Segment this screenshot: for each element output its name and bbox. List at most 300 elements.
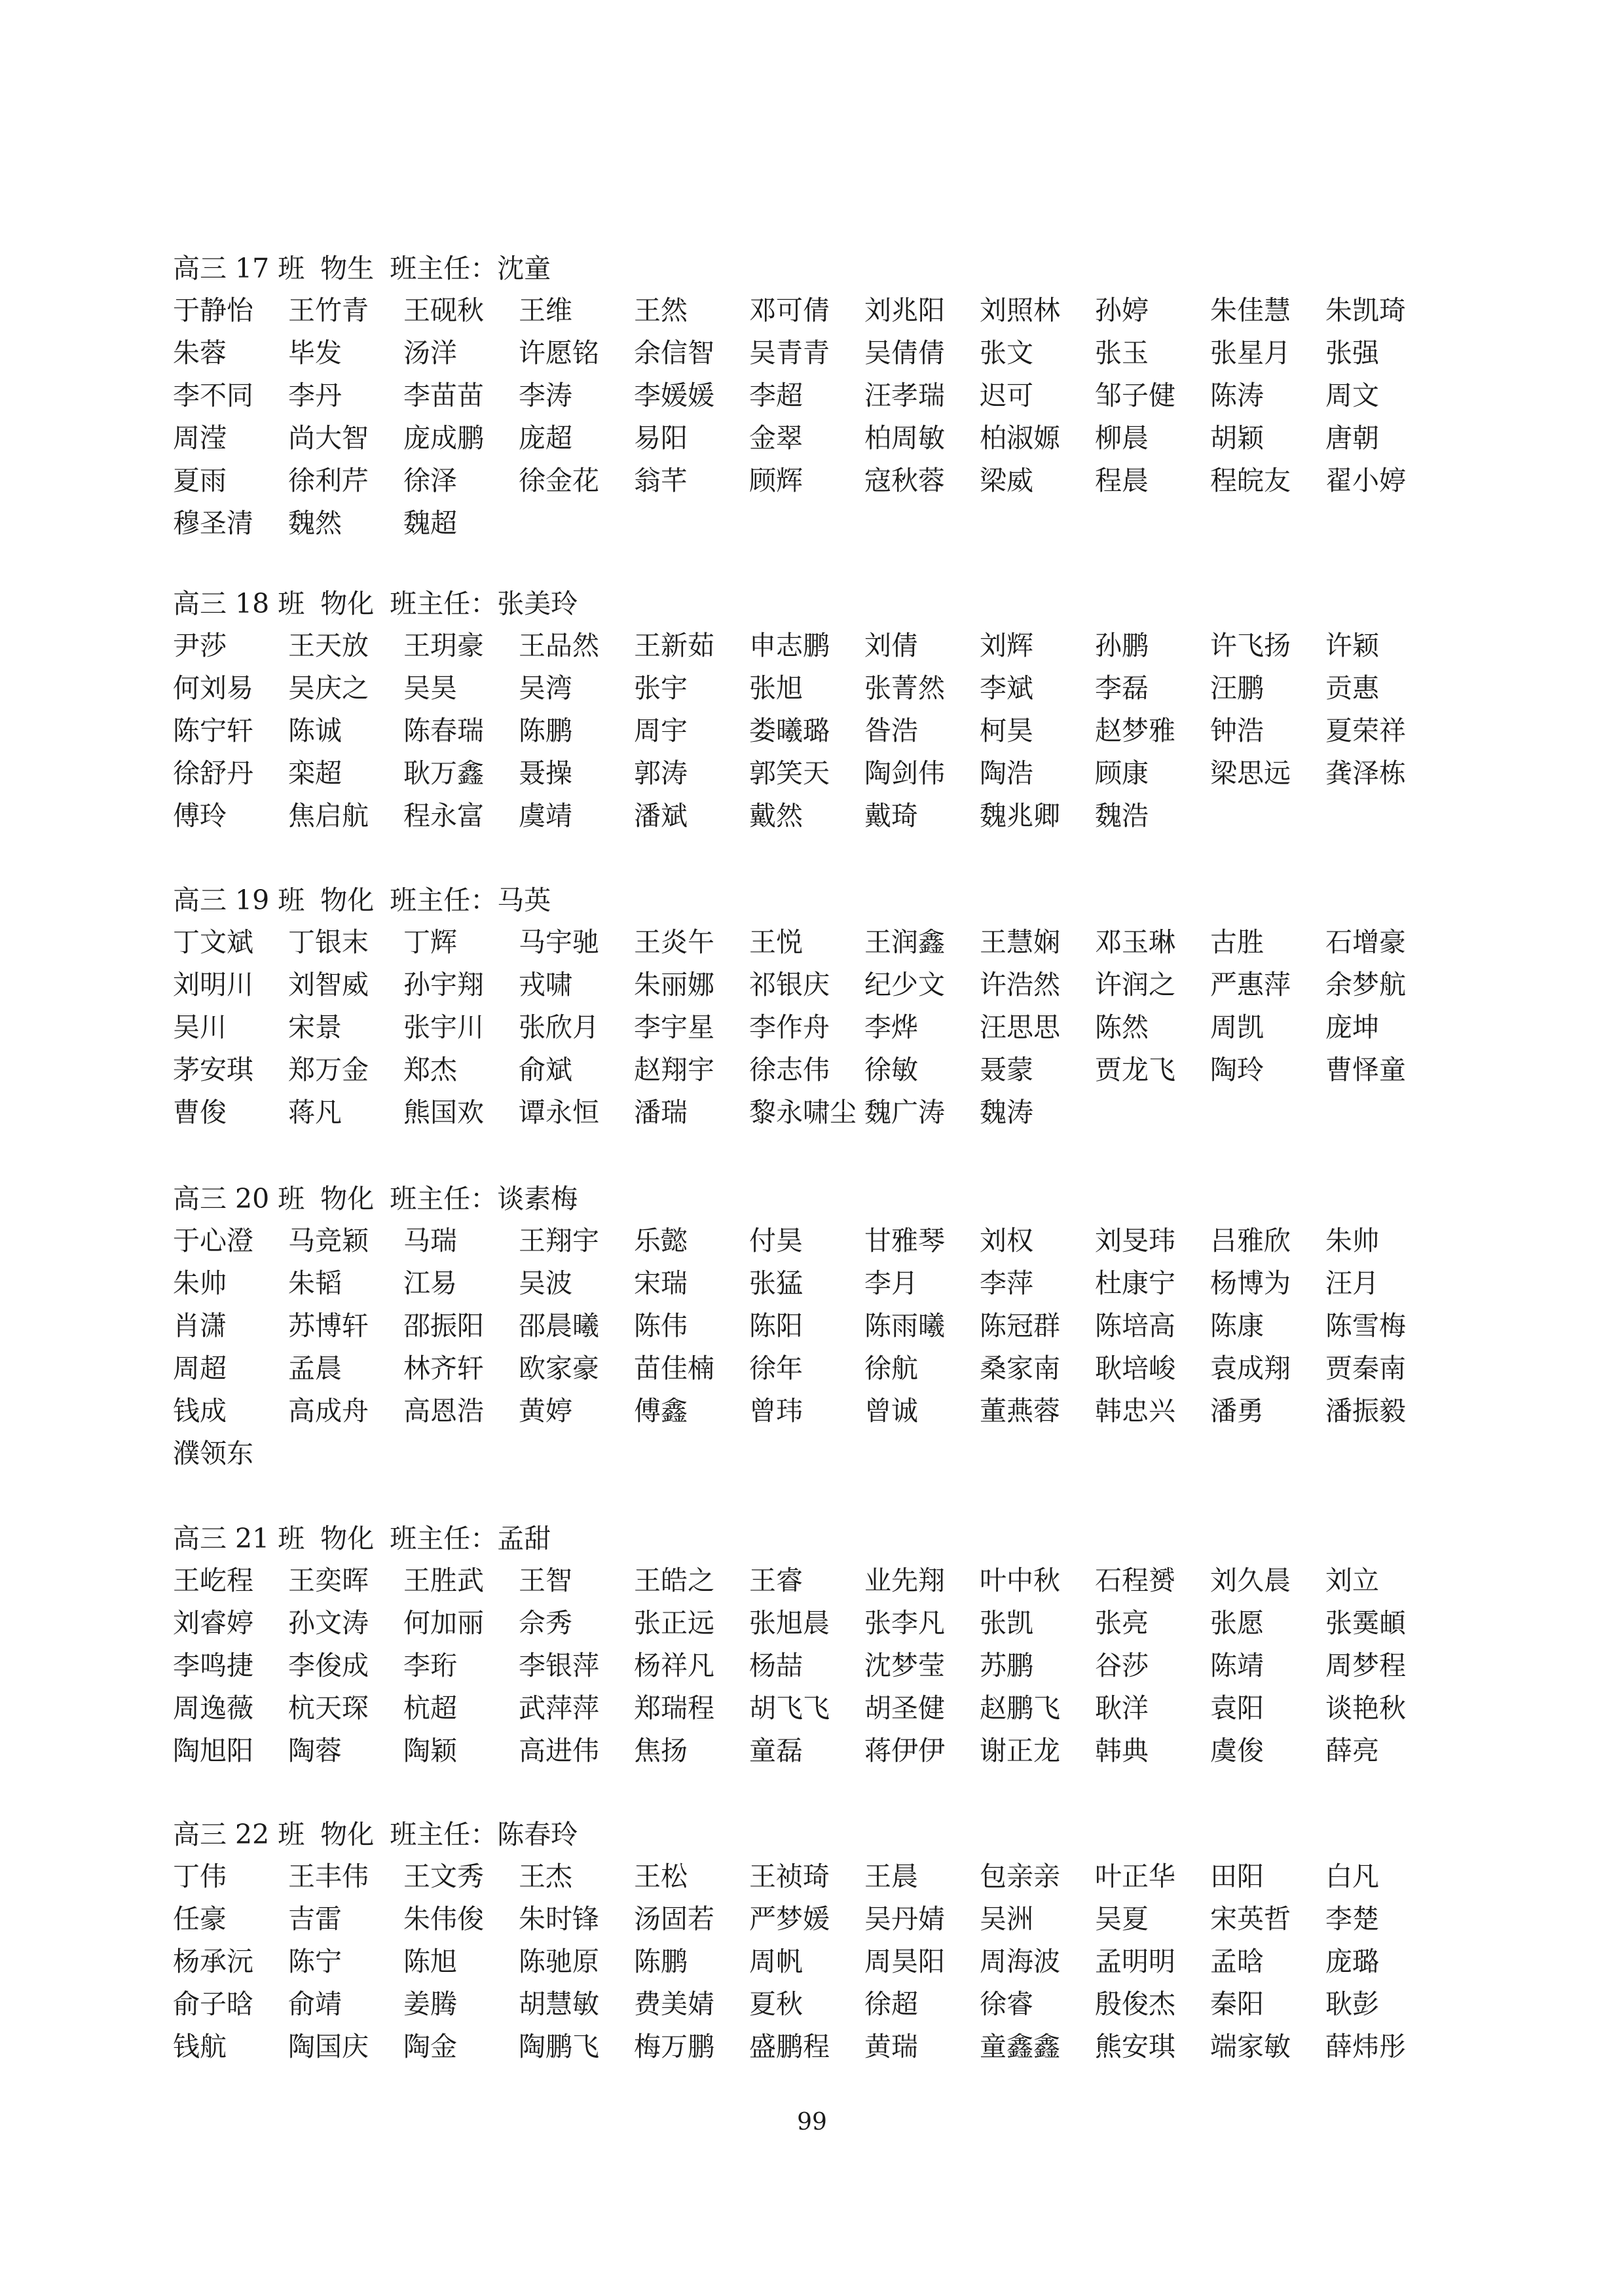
student-name: 端家敏 bbox=[1210, 2031, 1291, 2062]
student-name: 杜康宁 bbox=[1095, 1267, 1175, 1299]
student-name: 张旭 bbox=[749, 672, 803, 704]
student-name: 程永富 bbox=[403, 800, 484, 831]
student-name: 杭超 bbox=[403, 1692, 457, 1724]
student-grid bbox=[173, 1220, 1483, 1475]
student-name: 张猛 bbox=[749, 1267, 803, 1299]
student-name: 石程赟 bbox=[1095, 1565, 1175, 1596]
student-name: 刘旻玮 bbox=[1095, 1225, 1175, 1256]
student-name: 俞子晗 bbox=[173, 1988, 253, 2020]
student-name: 熊安琪 bbox=[1095, 2031, 1175, 2062]
student-name: 庞超 bbox=[519, 422, 572, 454]
student-name: 杭天琛 bbox=[288, 1692, 369, 1724]
student-name: 江易 bbox=[403, 1267, 457, 1299]
class-block bbox=[173, 879, 1483, 1134]
student-name: 袁成翔 bbox=[1210, 1353, 1291, 1384]
student-name: 徐利芹 bbox=[288, 465, 369, 496]
student-name: 费美婧 bbox=[634, 1988, 714, 2020]
student-name: 刘久晨 bbox=[1210, 1565, 1291, 1596]
student-name: 梁思远 bbox=[1210, 757, 1291, 789]
student-name: 丁辉 bbox=[403, 926, 457, 958]
student-name: 陈培高 bbox=[1095, 1310, 1175, 1341]
student-name: 朱韬 bbox=[288, 1267, 342, 1299]
student-name: 丁银末 bbox=[288, 926, 369, 958]
student-name: 蒋伊伊 bbox=[864, 1735, 945, 1766]
student-name: 虞靖 bbox=[519, 800, 572, 831]
student-name: 濮领东 bbox=[173, 1438, 253, 1469]
student-name: 潘振毅 bbox=[1325, 1395, 1406, 1427]
student-name: 黄婷 bbox=[519, 1395, 572, 1427]
student-name: 桑家南 bbox=[980, 1353, 1060, 1384]
student-name: 朱帅 bbox=[173, 1267, 227, 1299]
student-name: 马宇驰 bbox=[519, 926, 599, 958]
student-name: 徐志伟 bbox=[749, 1054, 830, 1085]
class-name: 高三 17 班 bbox=[173, 253, 305, 284]
student-name: 焦启航 bbox=[288, 800, 369, 831]
student-name: 佘秀 bbox=[519, 1607, 572, 1639]
student-name: 孙文涛 bbox=[288, 1607, 369, 1639]
student-name: 魏超 bbox=[403, 507, 457, 539]
class-track: 物化 bbox=[320, 1819, 375, 1850]
student-name: 刘智威 bbox=[288, 969, 369, 1000]
student-name: 李烨 bbox=[864, 1011, 918, 1043]
student-name: 李俊成 bbox=[288, 1650, 369, 1681]
student-name: 郑杰 bbox=[403, 1054, 457, 1085]
student-name: 谷莎 bbox=[1095, 1650, 1149, 1681]
student-name: 马竞颖 bbox=[288, 1225, 369, 1256]
student-name: 吴庆之 bbox=[288, 672, 369, 704]
student-name: 孙鹏 bbox=[1095, 630, 1149, 661]
student-name: 梅万鹏 bbox=[634, 2031, 714, 2062]
class-header bbox=[173, 247, 1483, 289]
student-name: 李超 bbox=[749, 380, 803, 411]
student-name: 陈宁轩 bbox=[173, 715, 253, 746]
student-name: 李丹 bbox=[288, 380, 342, 411]
student-name: 王睿 bbox=[749, 1565, 803, 1596]
student-name: 宋景 bbox=[288, 1011, 342, 1043]
student-name: 陈阳 bbox=[749, 1310, 803, 1341]
student-name: 吴波 bbox=[519, 1267, 572, 1299]
student-name: 陶浩 bbox=[980, 757, 1033, 789]
student-name: 王杰 bbox=[519, 1861, 572, 1892]
student-name: 朱伟俊 bbox=[403, 1903, 484, 1935]
student-name: 周宇 bbox=[634, 715, 688, 746]
student-name: 王维 bbox=[519, 295, 572, 326]
student-name: 夏雨 bbox=[173, 465, 227, 496]
student-name: 陈宁 bbox=[288, 1946, 342, 1977]
student-name: 陈雨曦 bbox=[864, 1310, 945, 1341]
student-name: 顾辉 bbox=[749, 465, 803, 496]
student-name: 金翠 bbox=[749, 422, 803, 454]
student-name: 胡颖 bbox=[1210, 422, 1264, 454]
student-name: 纪少文 bbox=[864, 969, 945, 1000]
student-name: 王智 bbox=[519, 1565, 572, 1596]
student-name: 余梦航 bbox=[1325, 969, 1406, 1000]
student-name: 张愿 bbox=[1210, 1607, 1264, 1639]
student-name: 魏兆卿 bbox=[980, 800, 1060, 831]
student-name: 陶颖 bbox=[403, 1735, 457, 1766]
student-name: 王品然 bbox=[519, 630, 599, 661]
student-name: 焦扬 bbox=[634, 1735, 688, 1766]
student-name: 蒋凡 bbox=[288, 1097, 342, 1128]
student-name: 陶剑伟 bbox=[864, 757, 945, 789]
student-name: 刘权 bbox=[980, 1225, 1033, 1256]
student-name: 吴夏 bbox=[1095, 1903, 1149, 1935]
student-name: 潘斌 bbox=[634, 800, 688, 831]
student-name: 徐超 bbox=[864, 1988, 918, 2020]
student-name: 王砚秋 bbox=[403, 295, 484, 326]
student-name: 王文秀 bbox=[403, 1861, 484, 1892]
student-name: 汤固若 bbox=[634, 1903, 714, 1935]
student-name: 孟明明 bbox=[1095, 1946, 1175, 1977]
student-name: 刘倩 bbox=[864, 630, 918, 661]
student-name: 耿洋 bbox=[1095, 1692, 1149, 1724]
student-name: 申志鹏 bbox=[749, 630, 830, 661]
class-teacher: 班主任：孟甜 bbox=[390, 1523, 551, 1554]
student-name: 唐朝 bbox=[1325, 422, 1379, 454]
student-name: 陈雪梅 bbox=[1325, 1310, 1406, 1341]
student-name: 朱蓉 bbox=[173, 337, 227, 369]
student-name: 魏浩 bbox=[1095, 800, 1149, 831]
student-name: 许飞扬 bbox=[1210, 630, 1291, 661]
student-name: 付昊 bbox=[749, 1225, 803, 1256]
student-name: 张亮 bbox=[1095, 1607, 1149, 1639]
student-name: 张霙頔 bbox=[1325, 1607, 1406, 1639]
student-name: 朱丽娜 bbox=[634, 969, 714, 1000]
student-name: 李媛媛 bbox=[634, 380, 714, 411]
student-name: 昝浩 bbox=[864, 715, 918, 746]
student-name: 王然 bbox=[634, 295, 688, 326]
student-name: 汪月 bbox=[1325, 1267, 1379, 1299]
class-teacher: 班主任：陈春玲 bbox=[390, 1819, 578, 1850]
student-grid bbox=[173, 625, 1483, 837]
class-block bbox=[173, 1178, 1483, 1475]
student-name: 娄曦璐 bbox=[749, 715, 830, 746]
student-name: 胡飞飞 bbox=[749, 1692, 830, 1724]
student-name: 王新茹 bbox=[634, 630, 714, 661]
student-name: 周海波 bbox=[980, 1946, 1060, 1977]
student-name: 任豪 bbox=[173, 1903, 227, 1935]
student-name: 马瑞 bbox=[403, 1225, 457, 1256]
class-header bbox=[173, 583, 1483, 625]
class-block bbox=[173, 247, 1483, 545]
student-name: 汪思思 bbox=[980, 1011, 1060, 1043]
student-name: 周超 bbox=[173, 1353, 227, 1384]
student-name: 何加丽 bbox=[403, 1607, 484, 1639]
student-name: 曹俊 bbox=[173, 1097, 227, 1128]
student-name: 武萍萍 bbox=[519, 1692, 599, 1724]
student-name: 宋英哲 bbox=[1210, 1903, 1291, 1935]
student-name: 吉雷 bbox=[288, 1903, 342, 1935]
student-name: 高进伟 bbox=[519, 1735, 599, 1766]
class-track: 物化 bbox=[320, 1523, 375, 1554]
student-name: 耿培峻 bbox=[1095, 1353, 1175, 1384]
student-name: 张李凡 bbox=[864, 1607, 945, 1639]
student-name: 吴昊 bbox=[403, 672, 457, 704]
student-name: 李磊 bbox=[1095, 672, 1149, 704]
class-teacher: 班主任：沈童 bbox=[390, 253, 551, 284]
student-name: 盛鹏程 bbox=[749, 2031, 830, 2062]
student-name: 高恩浩 bbox=[403, 1395, 484, 1427]
student-name: 许润之 bbox=[1095, 969, 1175, 1000]
student-name: 李斌 bbox=[980, 672, 1033, 704]
student-name: 郭涛 bbox=[634, 757, 688, 789]
student-name: 陈鹏 bbox=[634, 1946, 688, 1977]
student-name: 顾康 bbox=[1095, 757, 1149, 789]
student-name: 李银萍 bbox=[519, 1650, 599, 1681]
student-name: 孟晨 bbox=[288, 1353, 342, 1384]
student-name: 杨祥凡 bbox=[634, 1650, 714, 1681]
student-name: 张玉 bbox=[1095, 337, 1149, 369]
student-name: 吴青青 bbox=[749, 337, 830, 369]
student-name: 王胜武 bbox=[403, 1565, 484, 1596]
student-name: 袁阳 bbox=[1210, 1692, 1264, 1724]
student-name: 李萍 bbox=[980, 1267, 1033, 1299]
student-name: 王丰伟 bbox=[288, 1861, 369, 1892]
student-name: 吴倩倩 bbox=[864, 337, 945, 369]
class-name: 高三 20 班 bbox=[173, 1183, 305, 1214]
page-number: 99 bbox=[797, 2109, 827, 2136]
student-name: 魏然 bbox=[288, 507, 342, 539]
student-name: 汪孝瑞 bbox=[864, 380, 945, 411]
student-name: 黎永啸尘 bbox=[749, 1097, 857, 1128]
student-name: 翁芊 bbox=[634, 465, 688, 496]
student-name: 熊国欢 bbox=[403, 1097, 484, 1128]
student-name: 傅玲 bbox=[173, 800, 227, 831]
student-name: 张文 bbox=[980, 337, 1033, 369]
student-name: 何刘易 bbox=[173, 672, 253, 704]
student-name: 李苗苗 bbox=[403, 380, 484, 411]
student-name: 陈涛 bbox=[1210, 380, 1264, 411]
student-name: 曹怿童 bbox=[1325, 1054, 1406, 1085]
student-name: 戎啸 bbox=[519, 969, 572, 1000]
student-name: 汪鹏 bbox=[1210, 672, 1264, 704]
student-name: 庞坤 bbox=[1325, 1011, 1379, 1043]
student-grid bbox=[173, 921, 1483, 1134]
student-name: 张正远 bbox=[634, 1607, 714, 1639]
student-name: 徐敏 bbox=[864, 1054, 918, 1085]
student-name: 吴川 bbox=[173, 1011, 227, 1043]
student-name: 胡慧敏 bbox=[519, 1988, 599, 2020]
student-name: 陈靖 bbox=[1210, 1650, 1264, 1681]
student-name: 刘照林 bbox=[980, 295, 1060, 326]
student-name: 吴丹婧 bbox=[864, 1903, 945, 1935]
student-name: 王祯琦 bbox=[749, 1861, 830, 1892]
student-name: 李不同 bbox=[173, 380, 253, 411]
student-name: 王皓之 bbox=[634, 1565, 714, 1596]
student-name: 周帆 bbox=[749, 1946, 803, 1977]
student-name: 陈旭 bbox=[403, 1946, 457, 1977]
student-grid bbox=[173, 1559, 1483, 1772]
class-header bbox=[173, 1178, 1483, 1220]
student-name: 刘明川 bbox=[173, 969, 253, 1000]
student-name: 杨博为 bbox=[1210, 1267, 1291, 1299]
student-grid bbox=[173, 1855, 1483, 2068]
student-name: 王润鑫 bbox=[864, 926, 945, 958]
student-name: 穆圣清 bbox=[173, 507, 253, 539]
student-name: 张凯 bbox=[980, 1607, 1033, 1639]
student-name: 戴然 bbox=[749, 800, 803, 831]
student-name: 李宇星 bbox=[634, 1011, 714, 1043]
student-name: 朱时锋 bbox=[519, 1903, 599, 1935]
student-name: 郑万金 bbox=[288, 1054, 369, 1085]
student-name: 庞璐 bbox=[1325, 1946, 1379, 1977]
student-name: 谈艳秋 bbox=[1325, 1692, 1406, 1724]
student-name: 周昊阳 bbox=[864, 1946, 945, 1977]
student-name: 刘兆阳 bbox=[864, 295, 945, 326]
class-block bbox=[173, 583, 1483, 837]
student-name: 王屹程 bbox=[173, 1565, 253, 1596]
student-name: 俞靖 bbox=[288, 1988, 342, 2020]
student-name: 曾诚 bbox=[864, 1395, 918, 1427]
student-name: 业先翔 bbox=[864, 1565, 945, 1596]
student-name: 古胜 bbox=[1210, 926, 1264, 958]
student-name: 程晨 bbox=[1095, 465, 1149, 496]
student-name: 贾龙飞 bbox=[1095, 1054, 1175, 1085]
student-name: 邵振阳 bbox=[403, 1310, 484, 1341]
student-name: 张旭晨 bbox=[749, 1607, 830, 1639]
student-name: 潘瑞 bbox=[634, 1097, 688, 1128]
student-name: 周滢 bbox=[173, 422, 227, 454]
student-name: 汤洋 bbox=[403, 337, 457, 369]
class-name: 高三 18 班 bbox=[173, 588, 305, 619]
student-name: 陶旭阳 bbox=[173, 1735, 253, 1766]
student-name: 刘辉 bbox=[980, 630, 1033, 661]
student-name: 苏鹏 bbox=[980, 1650, 1033, 1681]
class-header bbox=[173, 1813, 1483, 1855]
student-name: 李楚 bbox=[1325, 1903, 1379, 1935]
student-name: 王奕晖 bbox=[288, 1565, 369, 1596]
student-name: 迟可 bbox=[980, 380, 1033, 411]
student-name: 王天放 bbox=[288, 630, 369, 661]
student-name: 夏荣祥 bbox=[1325, 715, 1406, 746]
student-name: 邓玉琳 bbox=[1095, 926, 1175, 958]
student-name: 包亲亲 bbox=[980, 1861, 1060, 1892]
student-name: 胡圣健 bbox=[864, 1692, 945, 1724]
class-track: 物生 bbox=[320, 253, 375, 284]
student-name: 田阳 bbox=[1210, 1861, 1264, 1892]
student-name: 于心澄 bbox=[173, 1225, 253, 1256]
student-name: 钱成 bbox=[173, 1395, 227, 1427]
class-block bbox=[173, 1518, 1483, 1772]
student-name: 李涛 bbox=[519, 380, 572, 411]
student-grid bbox=[173, 289, 1483, 545]
student-name: 童鑫鑫 bbox=[980, 2031, 1060, 2062]
student-name: 韩典 bbox=[1095, 1735, 1149, 1766]
student-name: 徐泽 bbox=[403, 465, 457, 496]
student-name: 陈诚 bbox=[288, 715, 342, 746]
student-name: 柏淑嫄 bbox=[980, 422, 1060, 454]
student-name: 丁文斌 bbox=[173, 926, 253, 958]
student-name: 赵鹏飞 bbox=[980, 1692, 1060, 1724]
student-name: 秦阳 bbox=[1210, 1988, 1264, 2020]
student-name: 高成舟 bbox=[288, 1395, 369, 1427]
student-name: 陈春瑞 bbox=[403, 715, 484, 746]
student-name: 陶蓉 bbox=[288, 1735, 342, 1766]
student-name: 龚泽栋 bbox=[1325, 757, 1406, 789]
student-name: 戴琦 bbox=[864, 800, 918, 831]
student-name: 傅鑫 bbox=[634, 1395, 688, 1427]
student-name: 陈驰原 bbox=[519, 1946, 599, 1977]
student-name: 赵梦雅 bbox=[1095, 715, 1175, 746]
student-name: 丁伟 bbox=[173, 1861, 227, 1892]
student-name: 许颖 bbox=[1325, 630, 1379, 661]
student-name: 周逸薇 bbox=[173, 1692, 253, 1724]
student-name: 姜腾 bbox=[403, 1988, 457, 2020]
student-name: 黄瑞 bbox=[864, 2031, 918, 2062]
student-name: 薛亮 bbox=[1325, 1735, 1379, 1766]
student-name: 孙婷 bbox=[1095, 295, 1149, 326]
student-name: 梁威 bbox=[980, 465, 1033, 496]
class-track: 物化 bbox=[320, 884, 375, 916]
student-name: 吴湾 bbox=[519, 672, 572, 704]
student-name: 宋瑞 bbox=[634, 1267, 688, 1299]
student-name: 翟小婷 bbox=[1325, 465, 1406, 496]
class-track: 物化 bbox=[320, 1183, 375, 1214]
student-name: 程皖友 bbox=[1210, 465, 1291, 496]
student-name: 陶鹏飞 bbox=[519, 2031, 599, 2062]
student-name: 陶玲 bbox=[1210, 1054, 1264, 1085]
student-name: 郑瑞程 bbox=[634, 1692, 714, 1724]
student-name: 王慧娴 bbox=[980, 926, 1060, 958]
student-name: 柯昊 bbox=[980, 715, 1033, 746]
student-name: 祁银庆 bbox=[749, 969, 830, 1000]
student-name: 严梦媛 bbox=[749, 1903, 830, 1935]
student-name: 尹莎 bbox=[173, 630, 227, 661]
student-name: 栾超 bbox=[288, 757, 342, 789]
student-name: 欧家豪 bbox=[519, 1353, 599, 1384]
student-name: 张欣月 bbox=[519, 1011, 599, 1043]
student-name: 易阳 bbox=[634, 422, 688, 454]
student-name: 俞斌 bbox=[519, 1054, 572, 1085]
student-name: 许浩然 bbox=[980, 969, 1060, 1000]
student-name: 耿万鑫 bbox=[403, 757, 484, 789]
student-name: 董燕蓉 bbox=[980, 1395, 1060, 1427]
student-name: 肖潇 bbox=[173, 1310, 227, 1341]
student-name: 陈然 bbox=[1095, 1011, 1149, 1043]
student-name: 李珩 bbox=[403, 1650, 457, 1681]
student-name: 柏周敏 bbox=[864, 422, 945, 454]
class-track: 物化 bbox=[320, 588, 375, 619]
student-name: 薛炜彤 bbox=[1325, 2031, 1406, 2062]
student-name: 孙宇翔 bbox=[403, 969, 484, 1000]
student-name: 谭永恒 bbox=[519, 1097, 599, 1128]
student-name: 寇秋蓉 bbox=[864, 465, 945, 496]
student-name: 魏涛 bbox=[980, 1097, 1033, 1128]
student-name: 周凯 bbox=[1210, 1011, 1264, 1043]
student-name: 周文 bbox=[1325, 380, 1379, 411]
student-name: 王松 bbox=[634, 1861, 688, 1892]
class-teacher: 班主任：马英 bbox=[390, 884, 551, 916]
student-name: 柳晨 bbox=[1095, 422, 1149, 454]
student-name: 陈冠群 bbox=[980, 1310, 1060, 1341]
class-teacher: 班主任：谈素梅 bbox=[390, 1183, 578, 1214]
student-name: 贾秦南 bbox=[1325, 1353, 1406, 1384]
student-name: 陶国庆 bbox=[288, 2031, 369, 2062]
student-name: 张星月 bbox=[1210, 337, 1291, 369]
student-name: 韩忠兴 bbox=[1095, 1395, 1175, 1427]
class-header bbox=[173, 1518, 1483, 1559]
student-name: 曾玮 bbox=[749, 1395, 803, 1427]
student-name: 茅安琪 bbox=[173, 1054, 253, 1085]
student-name: 潘勇 bbox=[1210, 1395, 1264, 1427]
student-name: 邓可倩 bbox=[749, 295, 830, 326]
student-name: 童磊 bbox=[749, 1735, 803, 1766]
student-name: 许愿铭 bbox=[519, 337, 599, 369]
student-name: 邵晨曦 bbox=[519, 1310, 599, 1341]
student-name: 邹子健 bbox=[1095, 380, 1175, 411]
student-name: 赵翔宇 bbox=[634, 1054, 714, 1085]
student-name: 耿彭 bbox=[1325, 1988, 1379, 2020]
